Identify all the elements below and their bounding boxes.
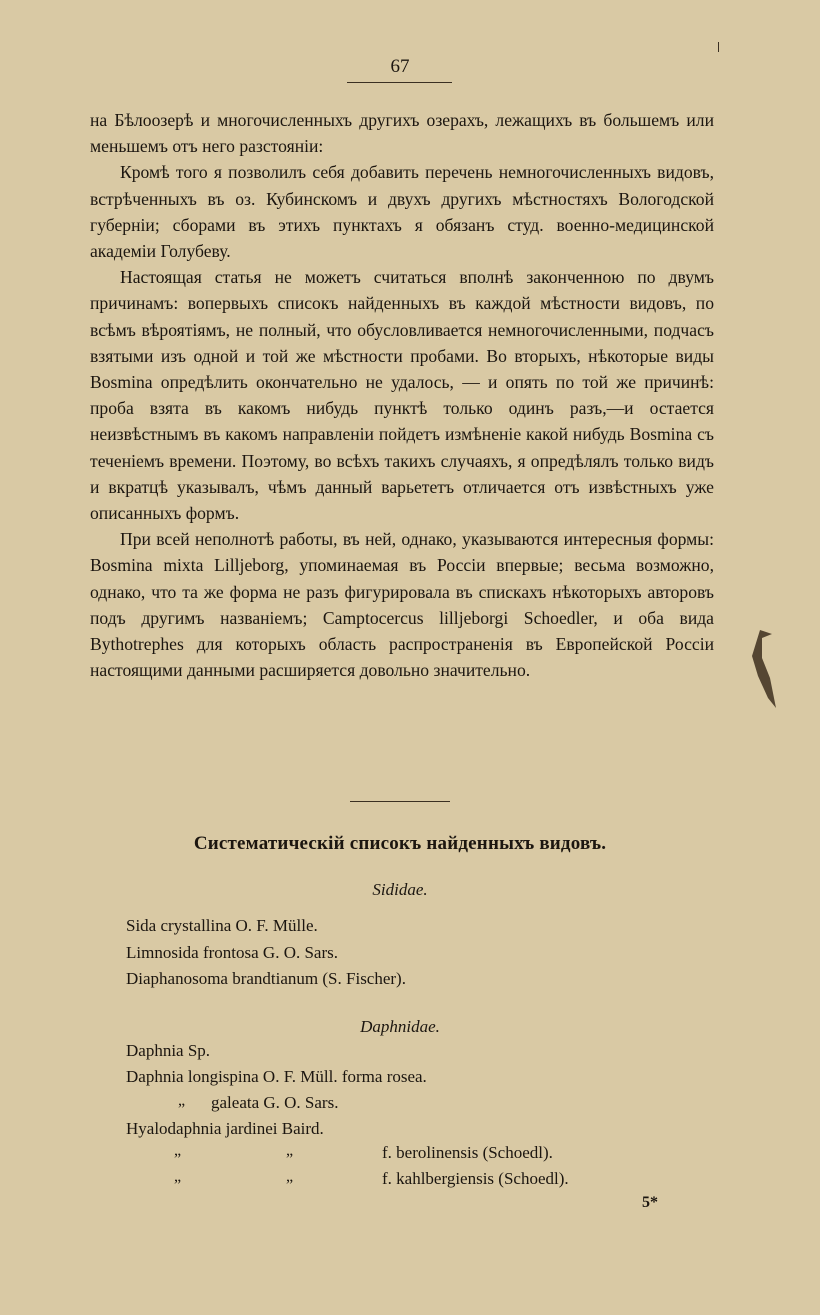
species-item: Daphnia Sp. — [126, 1041, 211, 1060]
species-item: Diaphanosoma brandtianum (S. Fischer). — [126, 969, 406, 988]
ditto-mark: „ — [286, 1168, 294, 1185]
species-item: galeata G. O. Sars. — [211, 1093, 339, 1112]
family-heading-daphnidae: Daphnidae. — [360, 1017, 440, 1036]
paragraph-3: Настоящая статья не можетъ считаться вполнѣ законченною по двумъ причинамъ: вопервыхъ списокъ найденныхъ въ каждой мѣстности видовъ, по всѣмъ вѣроятіямъ, не полный, что обусловливается немногочисленными, подчасъ взятыми изъ одной и той же мѣстности пробами. Во вторыхъ, нѣкоторые виды Bosmina опредѣлить окончательно не удалось, — и опять по той же причинѣ: проба взята въ какомъ нибудь пунктѣ только одинъ разъ,—и остается неизвѣстнымъ въ какомъ направленіи пойдетъ измѣненіе какой нибудь Bosmina съ теченіемъ времени. Поэтому, во всѣхъ такихъ случаяхъ, я опредѣлялъ только видъ и вкратцѣ указывалъ, чѣмъ данный варьететъ отличается отъ извѣстныхъ уже описанныхъ формъ. — [90, 267, 714, 524]
margin-tick — [718, 42, 719, 52]
species-item: f. kahlbergiensis (Schoedl). — [382, 1169, 569, 1188]
signature-mark: 5* — [642, 1194, 658, 1211]
species-item: f. berolinensis (Schoedl). — [382, 1143, 553, 1162]
paragraph-1: на Бѣлоозерѣ и многочисленныхъ другихъ озерахъ, лежащихъ въ большемъ или меньшемъ отъ него разстояніи: — [90, 110, 714, 157]
page-header — [0, 56, 800, 78]
ditto-mark: „ — [286, 1142, 294, 1159]
page-number: 67 — [390, 56, 410, 77]
ditto-mark: „ — [174, 1168, 182, 1185]
species-item: Limnosida frontosa G. O. Sars. — [126, 943, 339, 962]
section-title: Систематическій списокъ найденныхъ видовъ. — [193, 833, 607, 854]
species-item: Hyalodaphnia jardinei Baird. — [126, 1119, 324, 1138]
species-item: Daphnia longispina O. F. Müll. forma rosea. — [126, 1067, 427, 1086]
species-item: Sida crystallina O. F. Mülle. — [126, 916, 318, 935]
margin-mark — [748, 628, 778, 714]
family-heading-sididae: Sididae. — [372, 880, 428, 899]
body-text — [90, 107, 714, 683]
section-divider — [350, 801, 450, 802]
paragraph-4: При всей неполнотѣ работы, въ ней, однако, указываются интересныя формы: Bosmina mixta Lilljeborg, упоминаемая въ Россіи впервые; весьма возможно, однако, что та же форма не разъ фигурировала въ спискахъ нѣкоторыхъ авторовъ подъ другимъ названіемъ; Camptocercus lilljeborgi Schoedler, и оба вида Bythotrephes для которыхъ область распространенія въ Европейской Россіи настоящими данными расширяется довольно значительно. — [90, 529, 714, 681]
ditto-mark: „ — [174, 1142, 182, 1159]
ditto-mark: „ — [178, 1092, 186, 1109]
paragraph-2: Кромѣ того я позволилъ себя добавить перечень немногочисленныхъ видовъ, встрѣченныхъ въ оз. Кубинскомъ и двухъ другихъ мѣстностяхъ Вологодской губерніи; сборами въ этихъ пунктахъ я обязанъ студ. военно-медицинской академіи Голубеву. — [90, 162, 714, 262]
header-rule — [347, 82, 452, 83]
